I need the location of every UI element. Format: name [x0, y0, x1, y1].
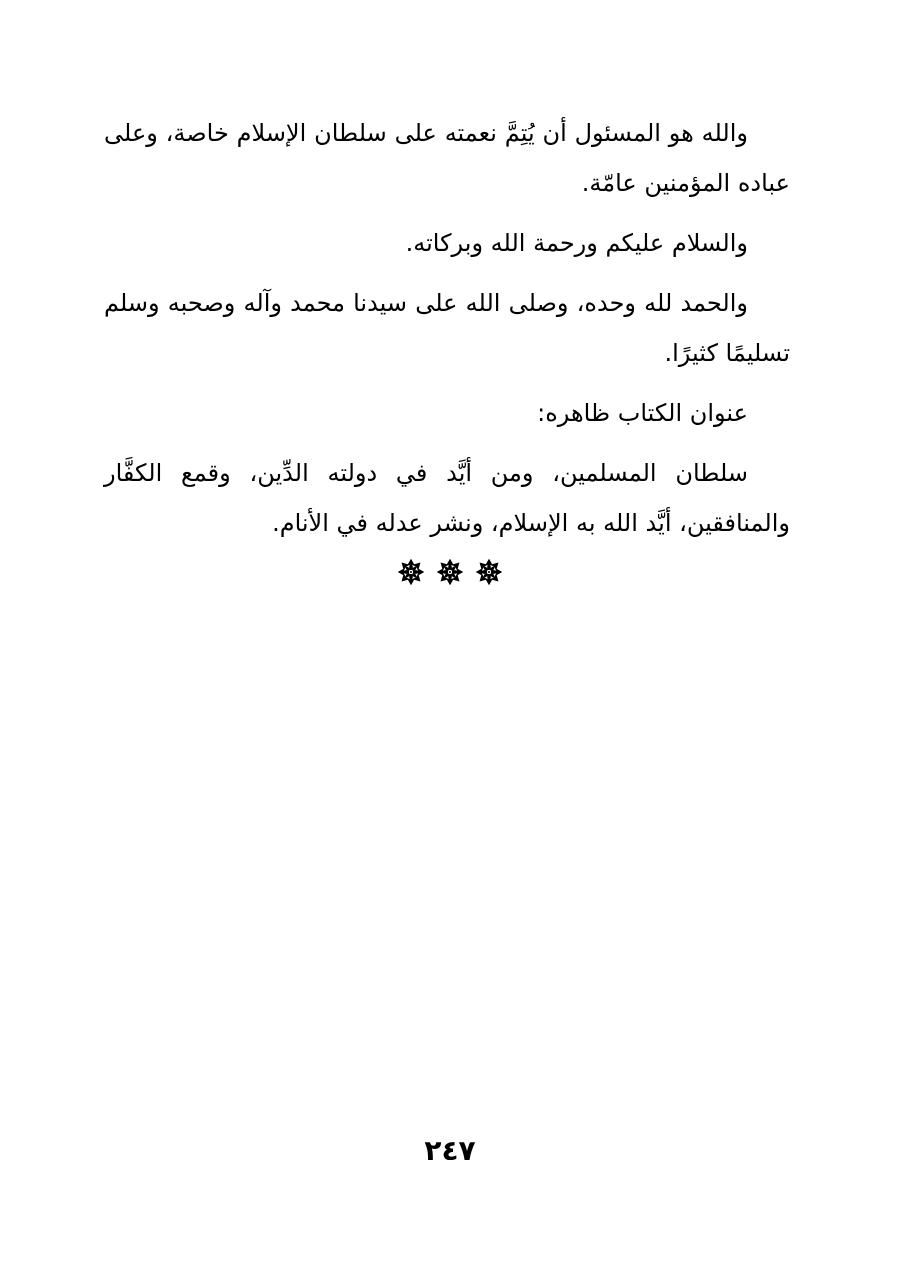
paragraph-salutation: والسلام عليكم ورحمة الله وبركاته.	[405, 229, 748, 257]
section-divider	[0, 558, 900, 586]
paragraph-praise: والحمد لله وحده، وصلى الله على سيدنا محمد وآله وصحبه وسلم تسليمًا كثيرًا.	[104, 289, 790, 367]
paragraph-closing-prayer: والله هو المسئول أن يُتِمَّ نعمته على سلطان الإسلام خاصة، وعلى عباده المؤمنين عامّة.	[104, 119, 790, 197]
star-flower-ornament-icon	[436, 558, 464, 586]
paragraph-book-title: سلطان المسلمين، ومن أيَّد في دولته الدِّين، وقمع الكفَّار والمنافقين، أيَّد الله به الإسلام، ونشر عدله في الأنام.	[104, 459, 790, 537]
page-number: ٢٤٧	[424, 1134, 476, 1167]
star-flower-ornament-icon	[475, 558, 503, 586]
main-text	[104, 108, 790, 558]
star-flower-ornament-icon	[397, 558, 425, 586]
paragraph-title-heading: عنوان الكتاب ظاهره:	[537, 399, 748, 427]
